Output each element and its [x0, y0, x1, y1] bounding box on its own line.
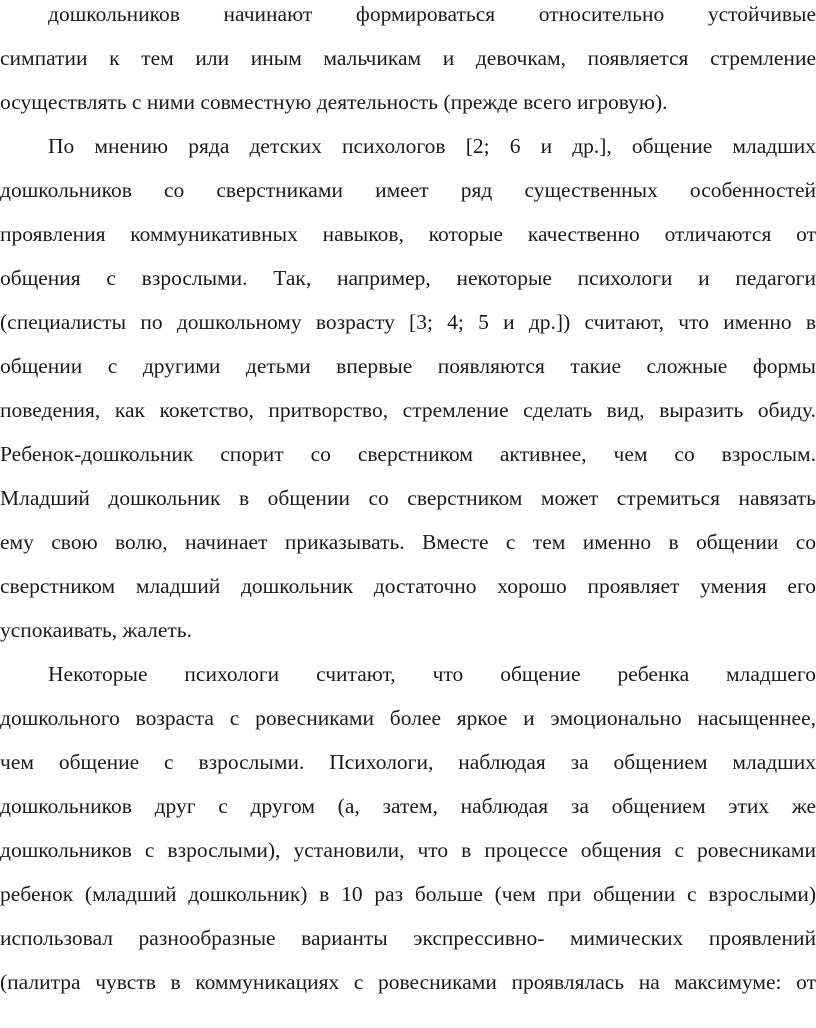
text-line-21: ребенок (младший дошкольник) в 10 раз больше (чем при общении с взрослыми): [0, 882, 816, 906]
text-line-3: осуществлять с ними совместную деятельность (прежде всего игровую).: [0, 90, 668, 114]
text-line-12: Младший дошкольник в общении со сверстником может стремиться навязать: [0, 486, 816, 510]
text-line-16: Некоторые психологи считают, что общение ребенка младшего: [48, 662, 816, 686]
text-line-19: дошкольников друг с другом (а, затем, наблюдая за общением этих же: [0, 794, 816, 818]
text-line-18: чем общение с взрослыми. Психологи, наблюдая за общением младших: [0, 750, 816, 774]
text-line-1: дошкольников начинают формироваться относительно устойчивые: [48, 2, 816, 26]
text-line-9: общении с другими детьми впервые появляются такие сложные формы: [0, 354, 816, 378]
text-line-20: дошкольников с взрослыми), установили, что в процессе общения с ровесниками: [0, 838, 816, 862]
text-line-4: По мнению ряда детских психологов [2; 6 и др.], общение младших: [48, 134, 816, 158]
text-line-14: сверстником младший дошкольник достаточно хорошо проявляет умения его: [0, 574, 816, 598]
text-line-17: дошкольного возраста с ровесниками более яркое и эмоционально насыщеннее,: [0, 706, 816, 730]
text-line-2: симпатии к тем или иным мальчикам и девочкам, появляется стремление: [0, 46, 816, 70]
text-line-5: дошкольников со сверстниками имеет ряд существенных особенностей: [0, 178, 816, 202]
text-line-15: успокаивать, жалеть.: [0, 618, 192, 642]
text-line-13: ему свою волю, начинает приказывать. Вместе с тем именно в общении со: [0, 530, 816, 554]
text-line-22: использовал разнообразные варианты экспрессивно- мимических проявлений: [0, 926, 816, 950]
text-line-7: общения с взрослыми. Так, например, некоторые психологи и педагоги: [0, 266, 816, 290]
text-line-6: проявления коммуникативных навыков, которые качественно отличаются от: [0, 222, 816, 246]
text-line-10: поведения, как кокетство, притворство, стремление сделать вид, выразить обиду.: [0, 398, 816, 422]
text-line-8: (специалисты по дошкольному возрасту [3; 4; 5 и др.]) считают, что именно в: [0, 310, 816, 334]
text-line-23: (палитра чувств в коммуникациях с ровесниками проявлялась на максимуме: от: [0, 970, 816, 994]
text-line-11: Ребенок-дошкольник спорит со сверстником активнее, чем со взрослым.: [0, 442, 816, 466]
